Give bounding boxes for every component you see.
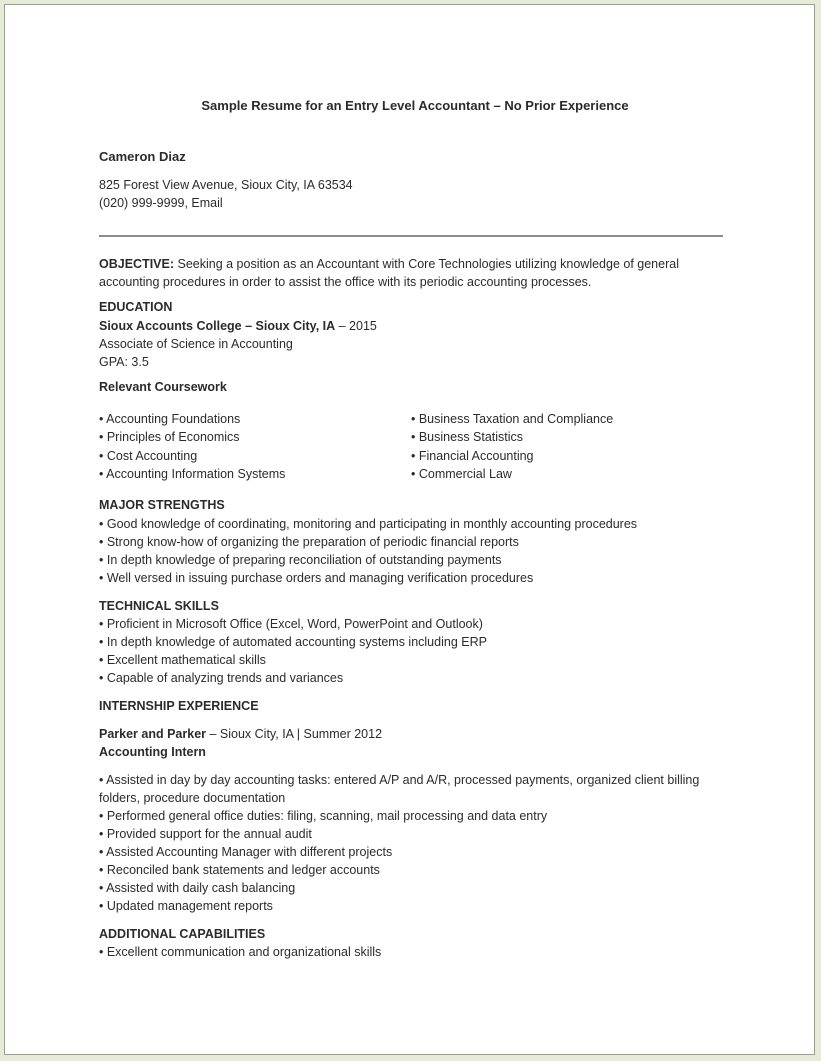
strength-item: • Good knowledge of coordinating, monitoring and participating in monthly accounting procedures: [99, 517, 638, 531]
course-item: • Cost Accounting: [99, 449, 198, 463]
header-divider: [99, 235, 723, 237]
document-title: Sample Resume for an Entry Level Accountant – No Prior Experience: [201, 98, 629, 113]
education-gpa: GPA: 3.5: [99, 355, 149, 369]
additional-heading: ADDITIONAL CAPABILITIES: [99, 927, 266, 941]
additional-item: • Excellent communication and organizational skills: [99, 945, 382, 959]
internship-item: • Reconciled bank statements and ledger accounts: [99, 863, 380, 877]
education-degree: Associate of Science in Accounting: [99, 337, 293, 351]
course-item: • Business Taxation and Compliance: [411, 412, 614, 426]
technical-heading: TECHNICAL SKILLS: [99, 599, 219, 613]
internship-item: • Assisted with daily cash balancing: [99, 881, 296, 895]
internship-item: • Performed general office duties: filing, scanning, mail processing and data entry: [99, 809, 548, 823]
candidate-name: Cameron Diaz: [99, 149, 186, 164]
education-school: Sioux Accounts College – Sioux City, IA: [99, 319, 336, 333]
strengths-heading: MAJOR STRENGTHS: [99, 498, 225, 512]
address-line: 825 Forest View Avenue, Sioux City, IA 63534: [99, 178, 353, 192]
strength-item: • Strong know-how of organizing the preparation of periodic financial reports: [99, 535, 519, 549]
technical-item: • Excellent mathematical skills: [99, 653, 266, 667]
education-year: – 2015: [335, 319, 377, 333]
course-item: • Principles of Economics: [99, 430, 240, 444]
internship-company-line: [99, 725, 382, 743]
technical-item: • In depth knowledge of automated accounting systems including ERP: [99, 635, 487, 649]
course-item: • Business Statistics: [411, 430, 524, 444]
technical-item: • Proficient in Microsoft Office (Excel, Word, PowerPoint and Outlook): [99, 617, 483, 631]
internship-location: – Sioux City, IA | Summer 2012: [206, 727, 383, 741]
internship-item: • Assisted in day by day accounting tasks: entered A/P and A/R, processed payments, organized client billing folders, procedure documentation: [99, 773, 700, 805]
technical-item: • Capable of analyzing trends and variances: [99, 671, 344, 685]
objective-text: Seeking a position as an Accountant with Core Technologies utilizing knowledge of general accounting procedures in order to assist the office with its periodic accounting processes.: [99, 257, 679, 289]
education-school-line: [99, 317, 377, 335]
course-item: • Commercial Law: [411, 467, 512, 481]
course-item: • Accounting Information Systems: [99, 467, 286, 481]
internship-item: • Assisted Accounting Manager with different projects: [99, 845, 393, 859]
strength-item: • In depth knowledge of preparing reconciliation of outstanding payments: [99, 553, 502, 567]
internship-heading: INTERNSHIP EXPERIENCE: [99, 699, 259, 713]
phone-email-line: (020) 999-9999, Email: [99, 196, 223, 210]
internship-item: • Provided support for the annual audit: [99, 827, 312, 841]
course-item: • Accounting Foundations: [99, 412, 241, 426]
strength-item: • Well versed in issuing purchase orders and managing verification procedures: [99, 571, 534, 585]
objective-label: OBJECTIVE:: [99, 257, 175, 271]
coursework-heading: Relevant Coursework: [99, 380, 227, 394]
education-heading: EDUCATION: [99, 300, 173, 314]
objective-paragraph: [99, 255, 719, 291]
course-item: • Financial Accounting: [411, 449, 534, 463]
internship-company: Parker and Parker: [99, 727, 207, 741]
resume-page: [4, 4, 815, 1055]
internship-role: Accounting Intern: [99, 745, 206, 759]
internship-item: • Updated management reports: [99, 899, 273, 913]
